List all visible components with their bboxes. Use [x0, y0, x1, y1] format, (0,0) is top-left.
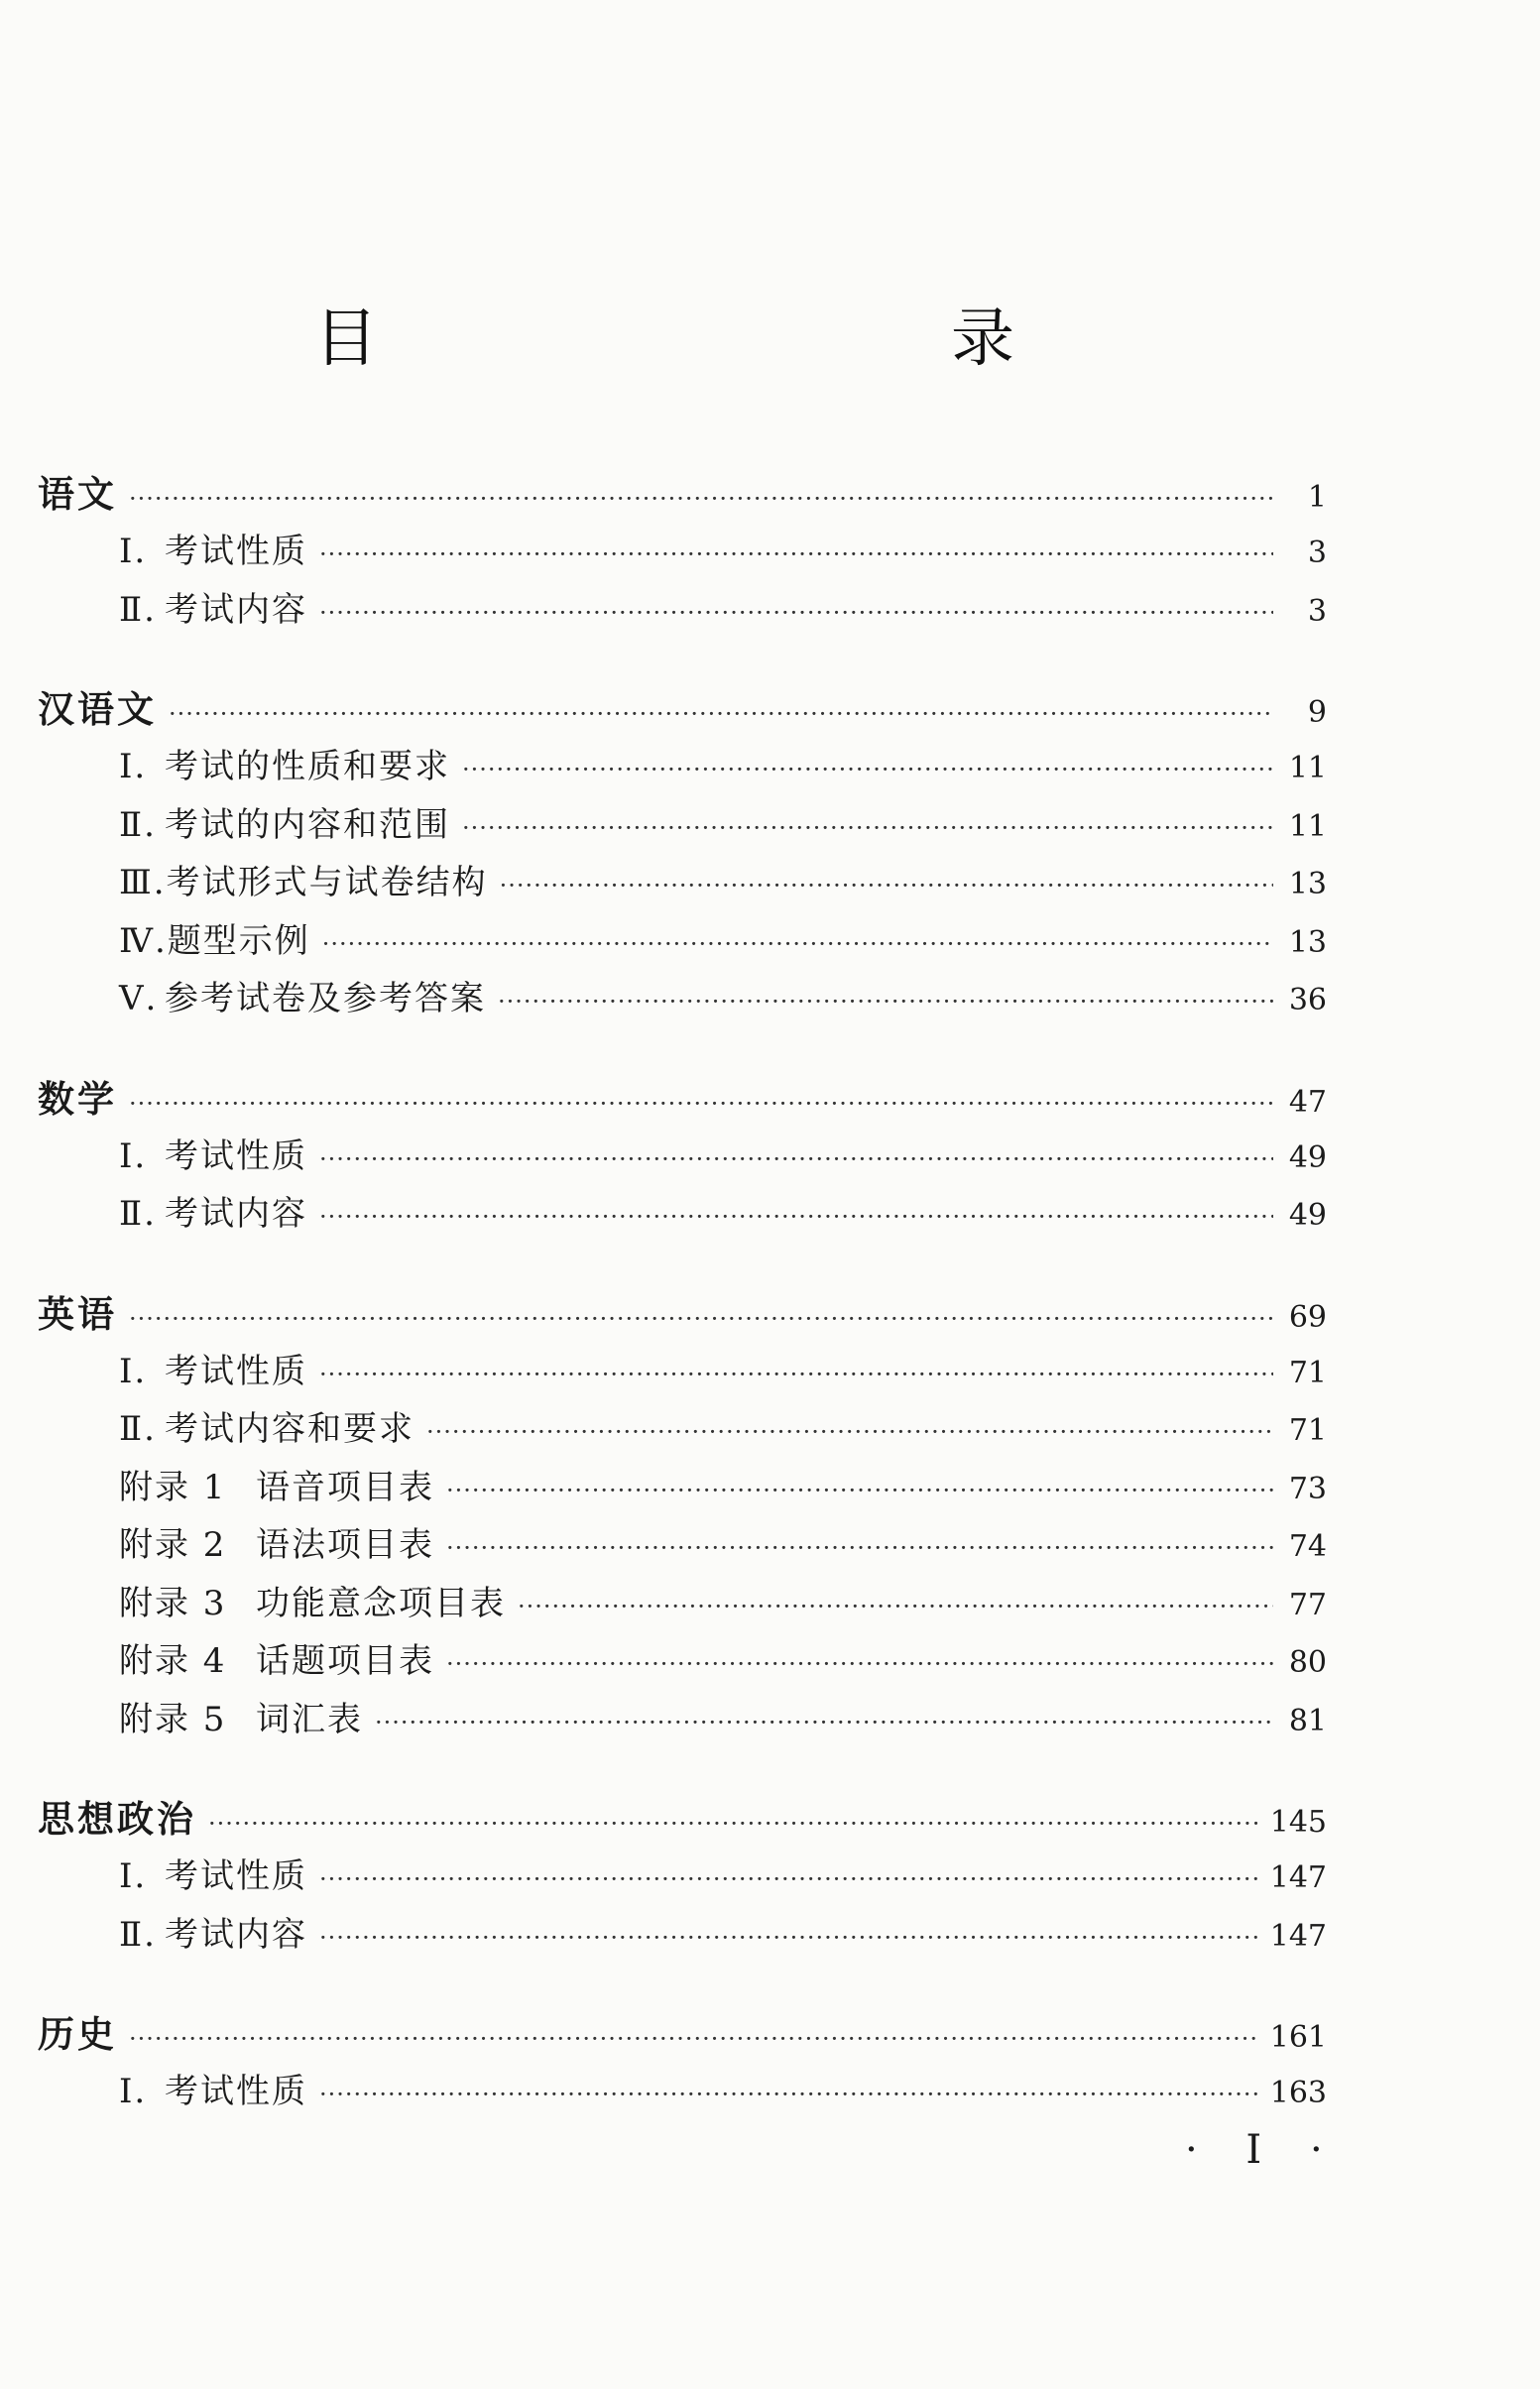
dot-leader: [129, 485, 1273, 513]
dot-leader: [319, 1865, 1258, 1893]
entry-label: 考试性质: [165, 2072, 307, 2111]
page-number: 49: [1288, 1139, 1327, 1175]
toc-section-entry[interactable]: [38, 2004, 1327, 2064]
entry-number: Ⅰ.: [119, 1856, 148, 1896]
dot-leader: [129, 2025, 1258, 2053]
page-number: 71: [1288, 1413, 1327, 1448]
toc-entry[interactable]: [38, 1401, 1327, 1460]
entry-title: [119, 1460, 434, 1508]
toc-entry[interactable]: [38, 1849, 1327, 1907]
section-title: 汉语文: [38, 688, 157, 731]
page-number: 163: [1269, 2076, 1327, 2110]
dot-leader: [500, 872, 1273, 899]
section-title: 英语: [38, 1292, 117, 1336]
dot-leader: [426, 1418, 1273, 1446]
entry-number: Ⅱ.: [119, 1914, 157, 1955]
entry-label: 考试内容: [165, 589, 307, 630]
dot-leader: [375, 1709, 1273, 1736]
entry-title: [119, 1907, 307, 1956]
page-number: 71: [1288, 1355, 1327, 1390]
entry-label: 考试内容: [165, 1194, 307, 1234]
page-number: 161: [1269, 2020, 1327, 2055]
page-number: 3: [1307, 536, 1327, 570]
entry-title: [119, 1576, 506, 1624]
dot-leader: [319, 1361, 1273, 1388]
toc-section-entry[interactable]: [38, 1069, 1327, 1129]
entry-title: [119, 1186, 307, 1235]
dot-leader: [208, 1810, 1258, 1838]
dot-leader: [319, 1924, 1258, 1952]
page-number: 80: [1288, 1645, 1327, 1680]
entry-number: Ⅴ.: [119, 979, 159, 1018]
toc-section: [38, 679, 1327, 1029]
dot-leader: [319, 540, 1273, 568]
entry-number: Ⅳ.: [119, 920, 168, 961]
page-number: 13: [1288, 867, 1327, 901]
dot-leader: [446, 1650, 1273, 1678]
page-number: 49: [1288, 1198, 1327, 1233]
page-number: 3: [1307, 593, 1327, 629]
dot-leader: [446, 1477, 1273, 1504]
toc-entry[interactable]: [38, 1633, 1327, 1692]
dot-leader: [462, 814, 1273, 842]
entry-label: 考试性质: [165, 532, 307, 571]
entry-number: 附录 5: [119, 1699, 227, 1739]
toc-section-entry[interactable]: [38, 679, 1327, 739]
toc-section: [38, 464, 1327, 640]
page-title: 目 录: [314, 302, 1163, 376]
entry-title: [119, 524, 307, 572]
toc-section: [38, 1284, 1327, 1750]
entry-title: [119, 971, 486, 1019]
entry-title: [119, 1344, 307, 1392]
page-number: 13: [1288, 924, 1327, 960]
entry-label: 考试内容和要求: [165, 1409, 415, 1449]
page-number: 77: [1288, 1587, 1327, 1622]
entry-title: [119, 913, 310, 962]
section-title: 思想政治: [38, 1798, 196, 1841]
toc-entry[interactable]: [38, 1907, 1327, 1966]
entry-title: [119, 1849, 307, 1897]
dot-leader: [129, 1305, 1273, 1333]
entry-label: 话题项目表: [256, 1641, 434, 1681]
toc-entry[interactable]: [38, 524, 1327, 582]
dot-leader: [462, 756, 1273, 783]
page-number: 81: [1288, 1703, 1327, 1738]
toc-entry[interactable]: [38, 1576, 1327, 1634]
entry-number: Ⅲ.: [119, 863, 167, 902]
entry-label: 考试内容: [165, 1914, 307, 1955]
entry-number: Ⅱ.: [119, 589, 157, 630]
entry-number: Ⅰ.: [119, 2072, 148, 2111]
toc-entry[interactable]: [38, 1129, 1327, 1187]
entry-number: Ⅱ.: [119, 1194, 157, 1234]
entry-title: [119, 1129, 307, 1177]
toc-entry[interactable]: [38, 1692, 1327, 1750]
entry-title: [119, 855, 488, 903]
page-number: 147: [1269, 1918, 1327, 1954]
entry-label: 功能意念项目表: [256, 1583, 506, 1623]
toc-section-entry[interactable]: [38, 464, 1327, 524]
toc-entry[interactable]: [38, 1517, 1327, 1576]
entry-label: 考试性质: [165, 1351, 307, 1391]
entry-label: 考试的内容和范围: [165, 804, 450, 845]
page-number: 36: [1288, 983, 1327, 1017]
toc-entry[interactable]: [38, 1344, 1327, 1402]
toc-entry[interactable]: [38, 797, 1327, 856]
entry-number: Ⅱ.: [119, 804, 157, 845]
toc-entry[interactable]: [38, 582, 1327, 641]
page-number: 69: [1288, 1299, 1327, 1335]
dot-leader: [319, 1145, 1273, 1173]
toc-entry[interactable]: [38, 1186, 1327, 1245]
toc-entry[interactable]: [38, 2064, 1327, 2122]
dot-leader: [319, 1203, 1273, 1231]
entry-title: [119, 1517, 434, 1566]
toc-section: [38, 2004, 1327, 2122]
entry-number: 附录 1: [119, 1467, 227, 1507]
page-number: 73: [1288, 1471, 1327, 1506]
dot-leader: [319, 599, 1273, 627]
entry-title: [119, 2064, 307, 2112]
page-number: 11: [1288, 751, 1327, 785]
page-number: 47: [1288, 1084, 1327, 1120]
toc-section: [38, 1789, 1327, 1965]
entry-title: [119, 739, 450, 787]
dot-leader: [446, 1534, 1273, 1562]
entry-title: [119, 1401, 415, 1450]
table-of-contents: [38, 464, 1327, 2162]
page-number: 1: [1307, 480, 1327, 515]
entry-number: Ⅱ.: [119, 1409, 157, 1449]
section-title: 历史: [38, 2013, 117, 2056]
toc-entry[interactable]: [38, 971, 1327, 1029]
section-title: 数学: [38, 1077, 117, 1121]
entry-number: 附录 2: [119, 1525, 227, 1565]
toc-section: [38, 1069, 1327, 1245]
page-number: 147: [1269, 1860, 1327, 1895]
entry-label: 题型示例: [167, 920, 310, 961]
entry-number: Ⅰ.: [119, 1351, 148, 1391]
dot-leader: [319, 2081, 1258, 2108]
page-number: 11: [1288, 808, 1327, 844]
entry-number: Ⅰ.: [119, 747, 148, 786]
entry-label: 语法项目表: [256, 1525, 434, 1565]
entry-label: 考试性质: [165, 1135, 307, 1176]
page-footer-number: · I ·: [1185, 2127, 1341, 2173]
entry-number: Ⅰ.: [119, 1135, 148, 1176]
entry-title: [119, 1633, 434, 1682]
toc-entry[interactable]: [38, 1460, 1327, 1518]
page-number: 74: [1288, 1529, 1327, 1564]
page-number: 145: [1269, 1805, 1327, 1840]
entry-number: Ⅰ.: [119, 532, 148, 571]
entry-label: 参考试卷及参考答案: [165, 979, 486, 1018]
entry-number: 附录 3: [119, 1583, 227, 1623]
entry-label: 考试形式与试卷结构: [166, 863, 488, 902]
entry-title: [119, 797, 450, 846]
dot-leader: [129, 1090, 1273, 1118]
dot-leader: [169, 700, 1273, 728]
toc-entry[interactable]: [38, 913, 1327, 972]
toc-section-entry[interactable]: [38, 1284, 1327, 1344]
entry-label: 考试的性质和要求: [165, 747, 450, 786]
dot-leader: [498, 988, 1273, 1015]
section-title: 语文: [38, 473, 117, 516]
entry-title: [119, 1692, 363, 1740]
entry-title: [119, 582, 307, 631]
dot-leader: [518, 1593, 1273, 1620]
entry-label: 语音项目表: [256, 1467, 434, 1507]
entry-label: 考试性质: [165, 1856, 307, 1896]
dot-leader: [322, 930, 1273, 958]
toc-entry[interactable]: [38, 855, 1327, 913]
entry-label: 词汇表: [256, 1699, 363, 1739]
toc-section-entry[interactable]: [38, 1789, 1327, 1849]
toc-entry[interactable]: [38, 739, 1327, 797]
entry-number: 附录 4: [119, 1641, 227, 1681]
page-number: 9: [1307, 695, 1327, 730]
